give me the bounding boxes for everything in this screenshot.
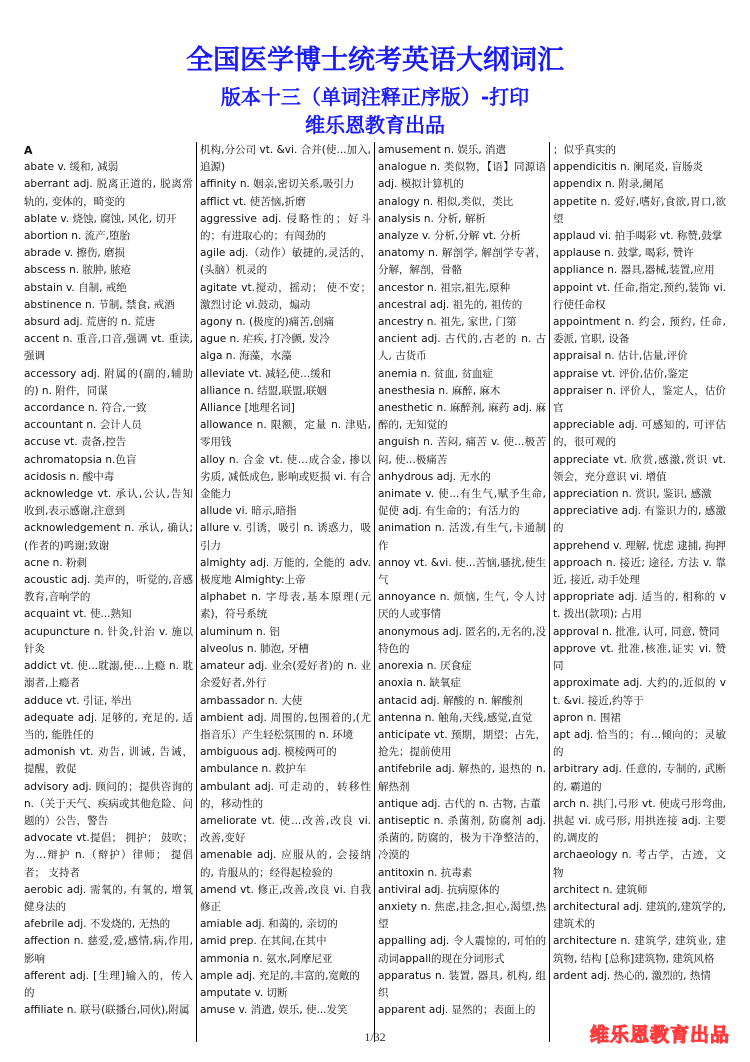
vocab-entry: ambassador n. 大使	[200, 694, 303, 707]
vocab-entry: appreciative adj. 有鉴识力的, 感激的	[553, 505, 726, 535]
vocab-entry: agony n. (极度的)痛苦,创痛	[200, 316, 335, 329]
vocab-entry: appraise vt. 评价,估价,鉴定	[553, 367, 689, 380]
vocab-entry: afebrile adj. 不发烧的, 无热的	[24, 918, 171, 931]
vocab-entry: amenable adj. 应服从的, 会接纳的, 肯服从的；经得起检验的	[200, 849, 371, 879]
vocab-entry: alphabet n. 字母表,基本原理(元素)，符号系统	[200, 591, 371, 621]
vocab-entry: appreciable adj. 可感知的, 可评估的，很可观的	[553, 419, 726, 449]
vocab-entry: affiliate n. 联号(联播台,同伙),附属	[24, 1004, 190, 1017]
vocab-entry: antiviral adj. 抗病原体的	[378, 883, 500, 896]
document-subtitle: 版本十三（单词注释正序版）-打印	[220, 85, 530, 109]
vocab-entry: ancestral adj. 祖先的, 祖传的	[378, 298, 523, 311]
vocab-entry: appraiser n. 评价人，鉴定人，估价官	[553, 384, 726, 415]
vocab-entry: analogy n. 相似,类似，类比	[378, 195, 514, 208]
vocab-entry: appetite n. 爱好,嗜好,食欲,胃口,欲望	[553, 195, 726, 225]
vocab-entry: acknowledgement n. 承认, 确认;(作者的)鸣谢;致谢	[24, 522, 193, 552]
vocab-entry: antenna n. 触角,天线,感觉,直觉	[378, 711, 533, 724]
vocab-entry: ablate v. 烧蚀, 腐蚀, 风化, 切开	[24, 212, 177, 225]
vocab-entry: abortion n. 流产,堕胎	[24, 230, 130, 243]
vocab-entry: agile adj.（动作）敏捷的,灵活的，(头脑）机灵的	[200, 247, 371, 277]
vocab-entry: anorexia n. 厌食症	[378, 660, 472, 673]
vocab-entry: anemia n. 贫血, 贫血症	[378, 367, 493, 380]
vocab-entry: analogue n. 类似物，【语】同源语 adj. 模拟计算机的	[378, 161, 546, 191]
vocab-entry: architecture n. 建筑学, 建筑业, 建筑物, 结构 [总称]建筑物, 建筑风格	[553, 935, 726, 965]
vocab-entry: ague n. 疟疾, 打冷颤, 发冷	[200, 333, 330, 346]
vocab-entry: aluminum n. 铝	[200, 625, 280, 638]
vocab-entry: apron n. 围裙	[553, 711, 621, 724]
vocab-entry: arbitrary adj. 任意的, 专制的, 武断的, 霸道的	[553, 763, 726, 793]
vocab-entry: ambient adj. 周围的,包围着的,(尤指音乐）产生轻松氛围的 n. 环境	[200, 711, 371, 741]
vocab-entry: anguish n. 苦闷, 痛苦 v. 使...极苦闷, 使...极痛苦	[378, 436, 546, 466]
vocab-entry: abstinence n. 节制, 禁食, 戒酒	[24, 298, 175, 311]
vocab-entry: amend vt. 修正,改善,改良 vi. 自我修正	[200, 883, 371, 913]
vocab-entry: appliance n. 器具,器械,装置,应用	[553, 264, 715, 277]
vocab-entry: accuse vt. 责备,控告	[24, 436, 127, 449]
vocab-entry: appoint vt. 任命,指定,预约,装饰 vi. 行使任命权	[553, 281, 726, 311]
vocab-entry: ancient adj. 古代的,古老的 n. 古人, 古货币	[378, 333, 546, 363]
vocab-entry: aggressive adj. 侵略性的；好斗的；有进取心的；有闯劲的	[200, 212, 371, 243]
vocab-entry: antiseptic n. 杀菌剂, 防腐剂 adj. 杀菌的, 防腐的，极为干净整洁的，冷漠的	[378, 814, 546, 862]
vocab-entry: ammonia n. 氨水,阿摩尼亚	[200, 952, 333, 965]
vocab-entry: antitoxin n. 抗毒素	[378, 866, 473, 879]
vocab-entry: acupuncture n. 针灸,针治 v. 施以针灸	[24, 625, 193, 655]
vocab-entry: appalling adj. 令人震惊的, 可怕的 动词appall的现在分词形式	[378, 935, 546, 965]
vocab-entry: acne n. 粉刺	[24, 556, 87, 569]
vocab-entry: appropriate adj. 适当的, 相称的 vt. 拨出(款项); 占用	[553, 591, 726, 621]
vocab-entry: appraisal n. 估计,估量,评价	[553, 350, 688, 363]
vocab-entry: annoy vt. &vi. 使...苦恼,骚扰,使生气	[378, 556, 546, 587]
vocab-entry: animation n. 活泼,有生气,卡通制作	[378, 522, 546, 552]
vocab-entry: alloy n. 合金 vt. 使...成合金, 掺以劣质, 减低成色, 影响或贬损 vi. 有合金能力	[200, 453, 371, 501]
vocab-entry: 机构,分公司 vt. &vi. 合并(使...加入,追源)	[200, 144, 371, 174]
vocab-entry: applaud vi. 拍手喝彩 vt. 称赞,鼓掌	[553, 230, 723, 243]
vocab-entry: apt adj. 恰当的；有...倾向的；灵敏的	[553, 728, 726, 759]
vocab-entry: approach n. 接近; 途径, 方法 v. 靠近, 接近, 动手处理	[553, 556, 726, 587]
vocab-entry: antique adj. 古代的 n. 古物, 古董	[378, 797, 541, 810]
vocabulary-columns	[24, 142, 729, 1042]
vocab-entry: absurd adj. 荒唐的 n. 荒唐	[24, 316, 156, 329]
page-number: 1/32	[364, 1030, 386, 1044]
vocab-entry: abstain v. 自制, 戒绝	[24, 281, 127, 294]
vocab-entry: annoyance n. 烦恼, 生气, 令人讨厌的人或事情	[378, 591, 546, 621]
vocab-entry: ameliorate vt. 使...改善,改良 vi. 改善,变好	[200, 814, 371, 845]
vocab-entry: amiable adj. 和蔼的, 亲切的	[200, 918, 338, 931]
vocab-entry: accordance n. 符合,一致	[24, 402, 147, 415]
vocab-entry: ambiguous adj. 模棱两可的	[200, 746, 337, 759]
vocab-entry: alga n. 海藻，水藻	[200, 350, 292, 363]
vocab-entry: admonish vt. 劝告, 训诫, 告诫，提醒，敦促	[24, 746, 193, 776]
vocab-entry: accountant n. 会计人员	[24, 419, 142, 432]
vocab-entry: abate v. 缓和, 减弱	[24, 161, 119, 174]
column-1	[24, 142, 196, 1042]
column-4	[549, 142, 729, 1042]
column-3	[374, 142, 549, 1042]
vocab-entry: animate v. 使...有生气,赋予生命,促使 adj. 有生命的；有活力的	[378, 488, 546, 518]
vocab-entry: architect n. 建筑师	[553, 883, 648, 896]
vocab-entry: arch n. 拱门,弓形 vt. 使成弓形弯曲, 拱起 vi. 成弓形, 用拱连接 adj. 主要的,调皮的	[553, 797, 726, 845]
vocab-entry: appreciate vt. 欣赏,感激,赏识 vt. 领会，充分意识 vi. 增值	[553, 453, 726, 483]
vocab-entry: ambulant adj. 可走动的，转移性的，移动性的	[200, 780, 371, 810]
vocab-entry: abrade v. 擦伤, 磨损	[24, 247, 126, 260]
vocab-entry: Alliance [地理名词]	[200, 402, 295, 415]
vocab-entry: anonymous adj. 匿名的,无名的,没特色的	[378, 625, 546, 655]
vocab-entry: accent n. 重音,口音,强调 vt. 重读,强调	[24, 333, 193, 363]
vocab-entry: achromatopsia n.色盲	[24, 453, 137, 466]
vocab-entry: appreciation n. 赏识, 鉴识, 感激	[553, 488, 712, 501]
vocab-entry: amputate v. 切断	[200, 986, 288, 999]
vocab-entry: appendicitis n. 阑尾炎, 盲肠炎	[553, 161, 703, 174]
vocab-entry: alleviate vt. 减轻,使...缓和	[200, 367, 332, 380]
vocab-entry: ；似乎真实的	[553, 144, 616, 156]
vocab-entry: advisory adj. 顾问的；提供咨询的 n.（关于天气、疾病或其他危险、问题的）公告，警告	[24, 780, 193, 827]
vocab-entry: apprehend v. 理解, 忧虑 逮捕, 拘押	[553, 539, 726, 552]
vocab-entry: approval n. 批准, 认可, 同意, 赞同	[553, 625, 720, 638]
vocab-entry: accessory adj. 附属的(副的,辅助的) n. 附件，同谋	[24, 367, 193, 397]
column-2	[196, 142, 374, 1042]
vocab-entry: applause n. 鼓掌, 喝彩, 赞许	[553, 247, 694, 260]
document-publisher: 维乐恩教育出品	[305, 113, 445, 137]
vocab-entry: apparent adj. 显然的；表面上的	[378, 1004, 536, 1017]
vocab-entry: allowance n. 限额，定量 n. 津贴,零用钱	[200, 419, 371, 449]
vocab-entry: ample adj. 充足的,丰富的,宽敞的	[200, 969, 360, 982]
vocab-entry: amateur adj. 业余(爱好者)的 n. 业余爱好者,外行	[200, 660, 371, 690]
vocab-entry: anxiety n. 焦虑,挂念,担心,渴望,热望	[378, 900, 546, 931]
vocab-entry: acidosis n. 酸中毒	[24, 470, 115, 483]
vocab-entry: anoxia n. 缺氧症	[378, 677, 461, 690]
vocab-entry: antacid adj. 解酸的 n. 解酸剂	[378, 694, 523, 707]
vocab-entry: alveolus n. 肺泡, 牙槽	[200, 642, 309, 655]
vocab-entry: acknowledge vt. 承认,公认,告知收到,表示感谢,注意到	[24, 488, 193, 518]
vocab-entry: adequate adj. 足够的, 充足的, 适当的, 能胜任的	[24, 711, 193, 741]
vocab-entry: agitate vt.搅动，摇动； 使不安；激烈讨论 vi.鼓动，煽动	[200, 281, 371, 311]
vocab-entry: allude vi. 暗示,暗指	[200, 505, 297, 518]
vocab-entry: amusement n. 娱乐, 消遣	[378, 144, 507, 156]
vocab-entry: acoustic adj. 美声的，听觉的,音感教育,音响学的	[24, 574, 193, 604]
vocab-entry: anesthetic n. 麻醉剂, 麻药 adj. 麻醉的, 无知觉的	[378, 402, 546, 432]
vocab-entry: antifebrile adj. 解热的, 退热的 n. 解热剂	[378, 763, 546, 793]
vocab-entry: allure v. 引诱，吸引 n. 诱惑力，吸引力	[200, 522, 371, 552]
vocab-entry: abscess n. 脓肿, 脓疮	[24, 264, 132, 277]
document-title: 全国医学博士统考英语大纲词汇	[186, 45, 564, 76]
watermark-logo: 维乐恩教育出品	[589, 1024, 730, 1046]
vocab-entry: anticipate vt. 预期，期望；占先，抢先；提前使用	[378, 728, 546, 759]
vocab-entry: appointment n. 约会, 预约, 任命, 委派, 官职, 设备	[553, 316, 726, 346]
vocab-entry: advocate vt.提倡； 拥护； 鼓吹；为…辩护 n.（辩护）律师； 提倡者； 支持者	[24, 832, 193, 879]
vocab-entry: appendix n. 附录,阑尾	[553, 178, 664, 191]
vocab-entry: amuse v. 消遣, 娱乐, 使...发笑	[200, 1004, 348, 1017]
vocab-entry: ardent adj. 热心的, 激烈的, 热情	[553, 969, 711, 982]
vocab-entry: archaeology n. 考古学，古迹，文物	[553, 849, 726, 879]
vocab-entry: afflict vt. 使苦恼,折磨	[200, 195, 306, 208]
vocab-entry: aberrant adj. 脱离正道的, 脱离常轨的, 变体的，畸变的	[24, 178, 193, 208]
vocab-entry: afferent adj. [生理]输入的，传入的	[24, 969, 193, 999]
vocab-entry: affection n. 慈爱,爱,感情,病,作用,影响	[24, 935, 193, 965]
vocab-entry: architectural adj. 建筑的,建筑学的,建筑术的	[553, 900, 726, 931]
vocab-entry: ancestry n. 祖先, 家世, 门第	[378, 316, 517, 329]
vocab-entry: apparatus n. 装置, 器具, 机构, 组织	[378, 969, 546, 999]
vocab-entry: acquaint vt. 使...熟知	[24, 608, 132, 621]
vocab-entry: anatomy n. 解剖学, 解剖学专著，分解，解剖，骨骼	[378, 247, 546, 277]
vocab-entry: analysis n. 分析, 解析	[378, 212, 486, 225]
vocab-entry: approve vt. 批准,核准,证实 vi. 赞同	[553, 642, 726, 673]
vocab-entry: addict vt. 使...耽溺,使...上瘾 n. 耽溺者,上瘾者	[24, 660, 193, 690]
vocab-entry: affinity n. 姻亲,密切关系,吸引力	[200, 178, 355, 191]
vocab-entry: adduce vt. 引证, 举出	[24, 694, 132, 707]
vocab-entry: alliance n. 结盟,联盟,联姻	[200, 384, 327, 397]
vocab-entry: analyze v. 分析,分解 vt. 分析	[378, 230, 521, 243]
section-letter-heading: A	[24, 144, 33, 157]
vocab-entry: ancestor n. 祖宗,祖先,原种	[378, 281, 510, 294]
vocab-entry: aerobic adj. 需氧的, 有氧的, 增氧健身法的	[24, 883, 193, 913]
vocab-entry: approximate adj. 大约的,近似的 vt. &vi. 接近,约等于	[553, 677, 726, 707]
vocab-entry: amid prep. 在其间,在其中	[200, 935, 327, 948]
vocab-entry: almighty adj. 万能的, 全能的 adv. 极度地 Almighty:上帝	[200, 556, 371, 587]
vocab-entry: anesthesia n. 麻醉, 麻木	[378, 384, 501, 397]
vocab-entry: anhydrous adj. 无水的	[378, 470, 491, 483]
vocab-entry: ambulance n. 救护车	[200, 763, 307, 776]
